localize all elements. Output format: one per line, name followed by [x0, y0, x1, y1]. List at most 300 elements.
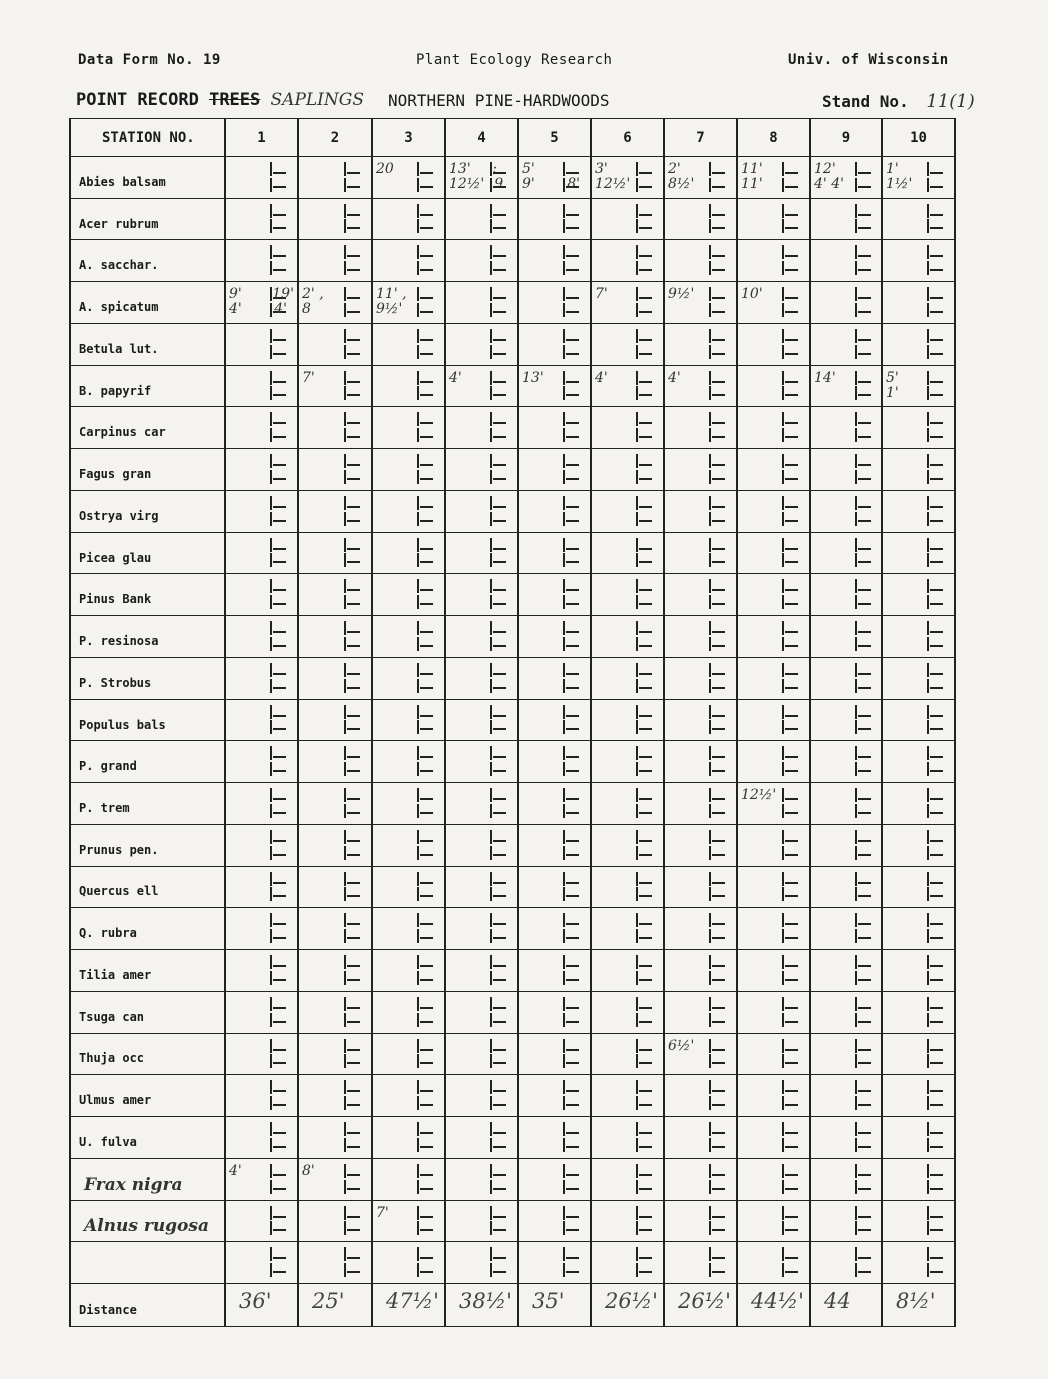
cell-dash-mark — [566, 756, 579, 758]
cell-tick-mark — [490, 204, 492, 218]
cell-dash-mark — [566, 645, 579, 647]
cell-tick-mark — [855, 412, 857, 426]
cell-dash-mark — [639, 840, 652, 842]
cell-dash-mark — [420, 756, 433, 758]
cell-tick-mark — [709, 1164, 711, 1178]
cell-dash-mark — [347, 589, 360, 591]
cell-dash-mark — [858, 1062, 871, 1064]
cell-tick-mark — [927, 1206, 929, 1220]
handwritten-value: 12½' — [595, 176, 631, 192]
cell-tick-mark — [709, 887, 711, 901]
cell-dash-mark — [493, 214, 506, 216]
cell-dash-mark — [712, 506, 725, 508]
cell-dash-mark — [493, 381, 506, 383]
cell-tick-mark — [417, 746, 419, 760]
cell-tick-mark — [855, 261, 857, 275]
cell-tick-mark — [927, 679, 929, 693]
cell-dash-mark — [639, 520, 652, 522]
cell-dash-mark — [858, 756, 871, 758]
cell-dash-mark — [930, 506, 943, 508]
handwritten-value: 4' — [274, 301, 288, 318]
cell-dash-mark — [493, 269, 506, 271]
cell-tick-mark — [709, 705, 711, 719]
cell-tick-mark — [344, 929, 346, 943]
cell-tick-mark — [417, 679, 419, 693]
cell-tick-mark — [855, 1039, 857, 1053]
handwritten-value: 20 — [376, 161, 394, 177]
cell-tick-mark — [636, 637, 638, 651]
cell-tick-mark — [490, 679, 492, 693]
cell-tick-mark — [709, 1138, 711, 1152]
cell-dash-mark — [639, 589, 652, 591]
cell-dash-mark — [273, 214, 286, 216]
cell-tick-mark — [782, 746, 784, 760]
cell-tick-mark — [563, 1206, 565, 1220]
cell-tick-mark — [344, 720, 346, 734]
cell-tick-mark — [417, 913, 419, 927]
cell-dash-mark — [712, 478, 725, 480]
cell-dash-mark — [493, 1188, 506, 1190]
cell-tick-mark — [636, 788, 638, 802]
cell-tick-mark — [709, 637, 711, 651]
handwritten-value: 9½' — [376, 301, 403, 318]
cell-tick-mark — [709, 178, 711, 192]
cell-dash-mark — [420, 339, 433, 341]
cell-dash-mark — [712, 1216, 725, 1218]
cell-tick-mark — [927, 846, 929, 860]
cell-tick-mark — [855, 538, 857, 552]
cell-dash-mark — [858, 1049, 871, 1051]
cell-dash-mark — [493, 297, 506, 299]
stand-number — [822, 91, 975, 112]
cell-dash-mark — [493, 1132, 506, 1134]
cell-dash-mark — [273, 798, 286, 800]
cell-dash-mark — [858, 631, 871, 633]
region-title: NORTHERN PINE-HARDWOODS — [388, 91, 610, 110]
cell-tick-mark — [782, 788, 784, 802]
cell-tick-mark — [417, 830, 419, 844]
cell-dash-mark — [785, 394, 798, 396]
grid-vertical-line — [371, 118, 373, 1327]
cell-tick-mark — [636, 303, 638, 317]
cell-dash-mark — [785, 214, 798, 216]
cell-tick-mark — [344, 1096, 346, 1110]
cell-dash-mark — [930, 297, 943, 299]
cell-tick-mark — [417, 345, 419, 359]
cell-dash-mark — [273, 1216, 286, 1218]
cell-tick-mark — [344, 1080, 346, 1094]
cell-tick-mark — [344, 846, 346, 860]
cell-tick-mark — [490, 595, 492, 609]
cell-dash-mark — [566, 1146, 579, 1148]
cell-dash-mark — [930, 561, 943, 563]
cell-dash-mark — [566, 1104, 579, 1106]
cell-dash-mark — [785, 561, 798, 563]
cell-dash-mark — [785, 1021, 798, 1023]
grid-horizontal-line — [70, 699, 955, 700]
cell-dash-mark — [930, 882, 943, 884]
distance-value: 26½' — [605, 1289, 658, 1313]
cell-dash-mark — [639, 297, 652, 299]
cell-dash-mark — [566, 214, 579, 216]
cell-tick-mark — [636, 496, 638, 510]
cell-dash-mark — [785, 937, 798, 939]
cell-dash-mark — [639, 1090, 652, 1092]
cell-dash-mark — [858, 1090, 871, 1092]
cell-tick-mark — [927, 412, 929, 426]
cell-dash-mark — [858, 1257, 871, 1259]
distance-value: 26½' — [678, 1289, 731, 1313]
cell-tick-mark — [782, 929, 784, 943]
cell-dash-mark — [639, 1049, 652, 1051]
cell-tick-mark — [563, 204, 565, 218]
cell-tick-mark — [709, 287, 711, 301]
grid-horizontal-line — [70, 532, 955, 533]
cell-dash-mark — [420, 520, 433, 522]
cell-tick-mark — [563, 303, 565, 317]
title-prefix: POINT RECORD — [76, 90, 199, 110]
cell-dash-mark — [930, 1229, 943, 1231]
distance-value: 8½' — [896, 1289, 936, 1313]
cell-tick-mark — [270, 637, 272, 651]
species-label: Quercus ell — [79, 884, 159, 899]
cell-dash-mark — [273, 1007, 286, 1009]
cell-tick-mark — [270, 261, 272, 275]
cell-dash-mark — [639, 436, 652, 438]
cell-tick-mark — [344, 595, 346, 609]
cell-dash-mark — [930, 1146, 943, 1148]
cell-tick-mark — [782, 178, 784, 192]
cell-dash-mark — [639, 548, 652, 550]
cell-dash-mark — [712, 422, 725, 424]
cell-dash-mark — [858, 1229, 871, 1231]
cell-tick-mark — [417, 1221, 419, 1235]
cell-dash-mark — [420, 603, 433, 605]
cell-tick-mark — [563, 705, 565, 719]
cell-dash-mark — [785, 923, 798, 925]
cell-dash-mark — [930, 979, 943, 981]
handwritten-value: 9' — [522, 176, 535, 192]
cell-tick-mark — [709, 496, 711, 510]
cell-tick-mark — [270, 454, 272, 468]
cell-tick-mark — [344, 428, 346, 442]
cell-dash-mark — [347, 1216, 360, 1218]
cell-tick-mark — [344, 345, 346, 359]
cell-dash-mark — [639, 770, 652, 772]
cell-dash-mark — [347, 923, 360, 925]
cell-dash-mark — [347, 770, 360, 772]
cell-dash-mark — [858, 1188, 871, 1190]
cell-tick-mark — [855, 287, 857, 301]
cell-tick-mark — [490, 929, 492, 943]
cell-tick-mark — [855, 955, 857, 969]
cell-dash-mark — [858, 854, 871, 856]
cell-tick-mark — [270, 1013, 272, 1027]
cell-tick-mark — [490, 1180, 492, 1194]
cell-tick-mark — [855, 705, 857, 719]
cell-dash-mark — [347, 436, 360, 438]
cell-dash-mark — [785, 311, 798, 313]
cell-tick-mark — [709, 913, 711, 927]
cell-tick-mark — [417, 1263, 419, 1277]
handwritten-value: 11' , — [376, 286, 407, 303]
cell-tick-mark — [563, 178, 565, 192]
cell-tick-mark — [270, 1180, 272, 1194]
cell-dash-mark — [493, 506, 506, 508]
cell-tick-mark — [636, 261, 638, 275]
cell-dash-mark — [785, 172, 798, 174]
cell-dash-mark — [347, 381, 360, 383]
cell-tick-mark — [782, 705, 784, 719]
species-label: A. spicatum — [79, 300, 159, 315]
cell-tick-mark — [490, 913, 492, 927]
cell-dash-mark — [712, 1257, 725, 1259]
struck-title-word: TREES — [209, 90, 261, 110]
cell-tick-mark — [417, 1180, 419, 1194]
cell-tick-mark — [490, 720, 492, 734]
species-label: Frax nigra — [84, 1174, 183, 1195]
cell-dash-mark — [858, 1021, 871, 1023]
cell-tick-mark — [490, 788, 492, 802]
stand-value: 11(1) — [926, 91, 975, 112]
cell-tick-mark — [270, 621, 272, 635]
cell-tick-mark — [636, 1206, 638, 1220]
cell-dash-mark — [858, 172, 871, 174]
cell-tick-mark — [563, 1164, 565, 1178]
cell-tick-mark — [855, 512, 857, 526]
cell-dash-mark — [420, 770, 433, 772]
cell-tick-mark — [636, 386, 638, 400]
species-label: Fagus gran — [79, 467, 152, 482]
cell-dash-mark — [566, 394, 579, 396]
cell-tick-mark — [417, 1013, 419, 1027]
cell-dash-mark — [858, 311, 871, 313]
cell-dash-mark — [858, 645, 871, 647]
cell-dash-mark — [785, 798, 798, 800]
cell-dash-mark — [785, 965, 798, 967]
cell-tick-mark — [563, 512, 565, 526]
grid-horizontal-line — [70, 1241, 955, 1242]
cell-tick-mark — [270, 496, 272, 510]
cell-dash-mark — [639, 353, 652, 355]
cell-dash-mark — [420, 561, 433, 563]
cell-dash-mark — [930, 172, 943, 174]
handwritten-value: 4' — [449, 369, 462, 386]
cell-tick-mark — [490, 371, 492, 385]
grid-horizontal-line — [70, 1033, 955, 1034]
cell-dash-mark — [347, 394, 360, 396]
cell-dash-mark — [493, 715, 506, 717]
cell-dash-mark — [785, 1049, 798, 1051]
cell-dash-mark — [785, 603, 798, 605]
cell-tick-mark — [270, 663, 272, 677]
cell-tick-mark — [270, 303, 272, 317]
cell-tick-mark — [270, 1080, 272, 1094]
cell-dash-mark — [639, 798, 652, 800]
cell-dash-mark — [566, 965, 579, 967]
cell-dash-mark — [566, 882, 579, 884]
cell-tick-mark — [927, 1039, 929, 1053]
cell-tick-mark — [782, 470, 784, 484]
cell-tick-mark — [709, 663, 711, 677]
cell-tick-mark — [927, 386, 929, 400]
cell-tick-mark — [563, 746, 565, 760]
grid-vertical-line — [224, 118, 226, 1327]
cell-dash-mark — [566, 520, 579, 522]
cell-tick-mark — [782, 579, 784, 593]
cell-tick-mark — [344, 303, 346, 317]
species-label: Thuja occ — [79, 1051, 145, 1066]
cell-tick-mark — [490, 997, 492, 1011]
cell-dash-mark — [493, 1062, 506, 1064]
cell-tick-mark — [490, 872, 492, 886]
cell-tick-mark — [270, 788, 272, 802]
cell-dash-mark — [347, 840, 360, 842]
cell-tick-mark — [636, 1138, 638, 1152]
cell-dash-mark — [858, 381, 871, 383]
cell-dash-mark — [639, 854, 652, 856]
cell-dash-mark — [420, 353, 433, 355]
cell-tick-mark — [490, 496, 492, 510]
cell-tick-mark — [927, 454, 929, 468]
cell-dash-mark — [712, 631, 725, 633]
station-column-header: 7 — [696, 130, 705, 146]
cell-tick-mark — [490, 1039, 492, 1053]
cell-dash-mark — [712, 186, 725, 188]
cell-tick-mark — [344, 329, 346, 343]
cell-tick-mark — [270, 762, 272, 776]
cell-dash-mark — [273, 673, 286, 675]
cell-tick-mark — [709, 371, 711, 385]
cell-dash-mark — [273, 631, 286, 633]
cell-dash-mark — [273, 937, 286, 939]
cell-dash-mark — [930, 1174, 943, 1176]
cell-tick-mark — [782, 1180, 784, 1194]
cell-tick-mark — [563, 1221, 565, 1235]
cell-dash-mark — [712, 1174, 725, 1176]
cell-tick-mark — [417, 470, 419, 484]
cell-dash-mark — [712, 561, 725, 563]
cell-tick-mark — [636, 1122, 638, 1136]
cell-dash-mark — [347, 464, 360, 466]
cell-tick-mark — [636, 428, 638, 442]
cell-tick-mark — [344, 872, 346, 886]
cell-dash-mark — [712, 269, 725, 271]
cell-dash-mark — [420, 812, 433, 814]
cell-dash-mark — [566, 673, 579, 675]
cell-dash-mark — [347, 603, 360, 605]
cell-tick-mark — [927, 329, 929, 343]
species-label: Abies balsam — [79, 174, 166, 189]
cell-tick-mark — [855, 872, 857, 886]
handwritten-value: 4' — [229, 301, 242, 318]
cell-tick-mark — [490, 637, 492, 651]
cell-tick-mark — [490, 1054, 492, 1068]
cell-dash-mark — [347, 1062, 360, 1064]
station-column-header: 1 — [257, 130, 266, 146]
cell-dash-mark — [566, 255, 579, 257]
cell-tick-mark — [563, 261, 565, 275]
cell-tick-mark — [417, 720, 419, 734]
cell-tick-mark — [855, 720, 857, 734]
cell-tick-mark — [490, 178, 492, 192]
handwritten-value: 3' — [595, 161, 608, 177]
cell-tick-mark — [563, 1096, 565, 1110]
species-label: A. sacchar. — [79, 258, 159, 273]
cell-dash-mark — [566, 478, 579, 480]
cell-dash-mark — [785, 1062, 798, 1064]
cell-dash-mark — [930, 937, 943, 939]
cell-dash-mark — [420, 422, 433, 424]
cell-tick-mark — [563, 887, 565, 901]
cell-tick-mark — [270, 705, 272, 719]
grid-vertical-line — [809, 118, 811, 1327]
cell-dash-mark — [930, 756, 943, 758]
cell-tick-mark — [855, 621, 857, 635]
cell-tick-mark — [490, 621, 492, 635]
cell-tick-mark — [490, 830, 492, 844]
cell-dash-mark — [712, 1090, 725, 1092]
cell-dash-mark — [273, 882, 286, 884]
cell-dash-mark — [347, 673, 360, 675]
cell-dash-mark — [712, 1007, 725, 1009]
cell-dash-mark — [930, 520, 943, 522]
cell-dash-mark — [493, 255, 506, 257]
cell-dash-mark — [347, 756, 360, 758]
cell-tick-mark — [417, 1122, 419, 1136]
cell-dash-mark — [639, 422, 652, 424]
cell-dash-mark — [273, 895, 286, 897]
cell-dash-mark — [347, 214, 360, 216]
cell-tick-mark — [782, 261, 784, 275]
cell-dash-mark — [566, 979, 579, 981]
cell-tick-mark — [270, 470, 272, 484]
cell-dash-mark — [420, 673, 433, 675]
cell-dash-mark — [930, 1216, 943, 1218]
cell-dash-mark — [785, 186, 798, 188]
cell-dash-mark — [493, 645, 506, 647]
cell-tick-mark — [855, 386, 857, 400]
cell-dash-mark — [785, 895, 798, 897]
cell-dash-mark — [785, 548, 798, 550]
cell-dash-mark — [493, 854, 506, 856]
cell-dash-mark — [347, 269, 360, 271]
cell-dash-mark — [420, 687, 433, 689]
cell-tick-mark — [417, 955, 419, 969]
cell-tick-mark — [344, 1180, 346, 1194]
handwritten-value: 8' — [302, 1162, 315, 1179]
cell-tick-mark — [417, 162, 419, 176]
grid-horizontal-line — [70, 281, 955, 282]
cell-tick-mark — [927, 720, 929, 734]
grid-horizontal-line — [70, 740, 955, 741]
cell-tick-mark — [490, 303, 492, 317]
cell-dash-mark — [858, 548, 871, 550]
grid-vertical-line — [517, 118, 519, 1327]
cell-dash-mark — [566, 381, 579, 383]
station-column-header: 10 — [910, 130, 927, 146]
cell-tick-mark — [490, 1096, 492, 1110]
cell-dash-mark — [858, 214, 871, 216]
cell-tick-mark — [270, 329, 272, 343]
cell-tick-mark — [782, 538, 784, 552]
cell-tick-mark — [344, 1221, 346, 1235]
station-number-header: STATION NO. — [102, 130, 195, 146]
cell-tick-mark — [927, 219, 929, 233]
cell-tick-mark — [709, 538, 711, 552]
cell-dash-mark — [930, 227, 943, 229]
cell-tick-mark — [270, 746, 272, 760]
